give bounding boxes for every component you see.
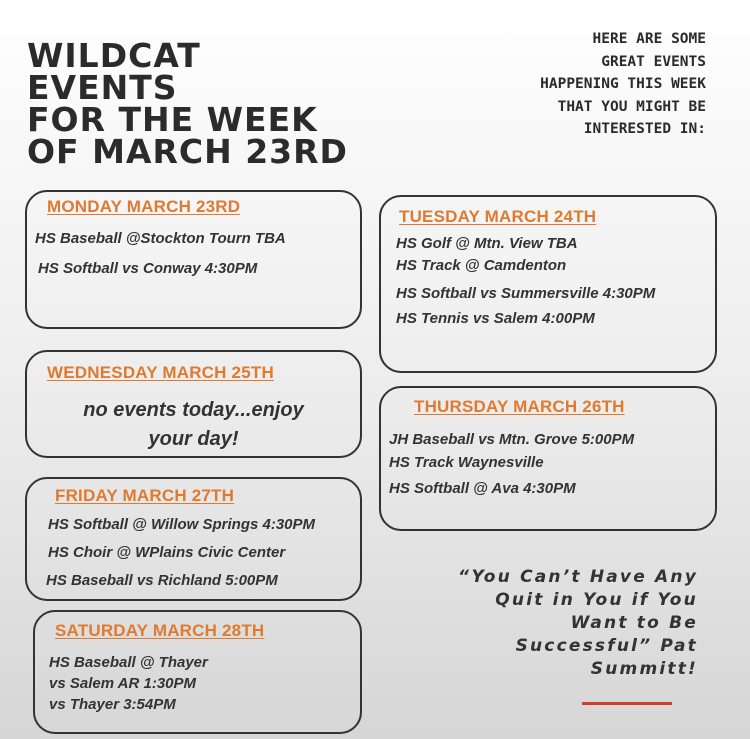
thursday-event: HS Track Waynesville [389, 454, 544, 471]
thursday-card [379, 386, 717, 531]
saturday-event: HS Baseball @ Thayer [49, 654, 208, 671]
monday-event: HS Baseball @Stockton Tourn TBA [35, 230, 286, 247]
wednesday-message [27, 396, 360, 454]
saturday-event: vs Thayer 3:54PM [49, 696, 176, 713]
title-line: FOR THE WEEK [27, 100, 318, 139]
wednesday-message-line: no events today...enjoy [83, 399, 304, 421]
intro-line: HERE ARE SOME [592, 31, 706, 47]
quote-line: “You Can’t Have Any [457, 567, 698, 587]
quote-line: Summitt! [590, 659, 698, 679]
tuesday-event: HS Track @ Camdenton [396, 257, 567, 274]
title-line: WILDCAT [27, 36, 201, 75]
tuesday-event: HS Golf @ Mtn. View TBA [396, 235, 578, 252]
monday-event: HS Softball vs Conway 4:30PM [38, 260, 258, 277]
friday-event: HS Softball @ Willow Springs 4:30PM [48, 516, 316, 533]
quote-line: Quit in You if You [495, 590, 698, 610]
monday-header: MONDAY MARCH 23RD [47, 197, 241, 216]
friday-card [25, 477, 362, 601]
quote-line: Successful” Pat [515, 636, 698, 656]
wednesday-header: WEDNESDAY MARCH 25TH [47, 363, 274, 382]
intro-text [506, 28, 706, 141]
title-line: EVENTS [27, 68, 178, 107]
intro-line: THAT YOU MIGHT BE [557, 98, 706, 115]
wednesday-message-line: your day! [148, 428, 239, 450]
intro-line: HAPPENING THIS WEEK [540, 76, 706, 92]
thursday-event: HS Softball @ Ava 4:30PM [389, 480, 576, 497]
thursday-event: JH Baseball vs Mtn. Grove 5:00PM [389, 431, 635, 448]
saturday-header: SATURDAY MARCH 28TH [55, 621, 265, 640]
friday-event: HS Baseball vs Richland 5:00PM [46, 572, 278, 589]
intro-line: GREAT EVENTS [601, 53, 706, 70]
tuesday-event: HS Tennis vs Salem 4:00PM [396, 310, 595, 327]
friday-header: FRIDAY MARCH 27TH [55, 486, 235, 505]
page-title [27, 36, 348, 171]
quote-underline [582, 702, 672, 705]
thursday-header: THURSDAY MARCH 26TH [414, 397, 625, 416]
saturday-event: vs Salem AR 1:30PM [49, 675, 197, 692]
friday-event: HS Choir @ WPlains Civic Center [48, 544, 286, 561]
monday-card [25, 190, 362, 329]
tuesday-header: TUESDAY MARCH 24TH [399, 207, 597, 226]
intro-line: INTERESTED IN: [583, 121, 706, 137]
tuesday-card [379, 195, 717, 373]
tuesday-event: HS Softball vs Summersville 4:30PM [396, 285, 656, 302]
quote [398, 566, 698, 681]
title-line: OF MARCH 23RD [27, 132, 348, 171]
quote-line: Want to Be [570, 613, 698, 633]
saturday-card [33, 610, 362, 734]
wednesday-card [25, 350, 362, 458]
